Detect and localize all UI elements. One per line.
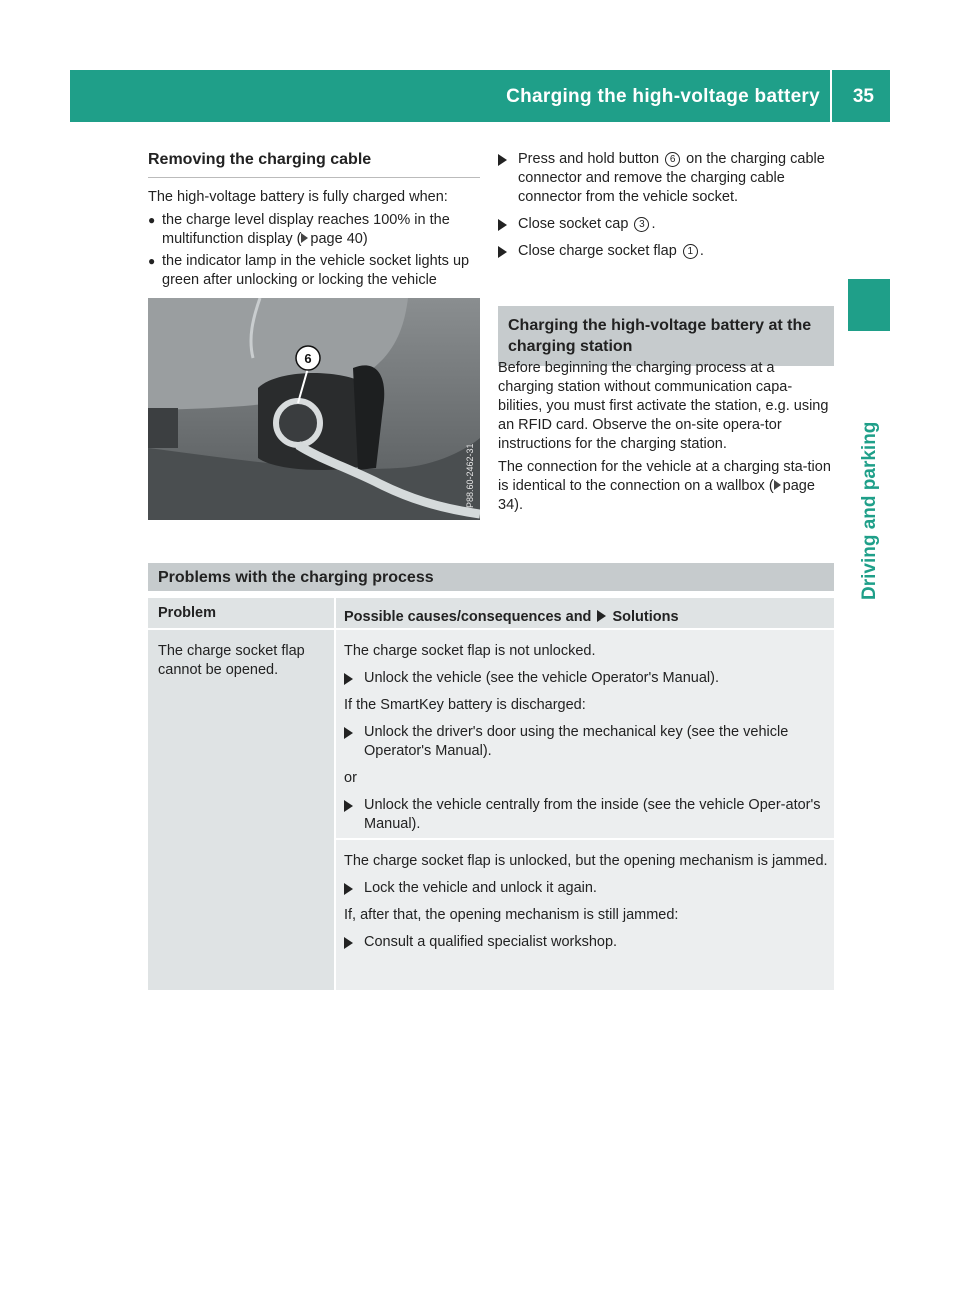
removing-section [148,150,480,293]
header-title: Charging the high-voltage battery [506,86,820,107]
problems-title: Problems with the charging process [148,563,834,591]
step-arrow-icon [344,673,353,685]
page-header [70,70,890,122]
photo-code: P88.60-2462-31 [465,443,475,508]
step-item: Close charge socket flap 1 . [498,242,834,261]
removing-title: Removing the charging cable [148,150,480,178]
step-item: Unlock the vehicle centrally from the inside (see the vehicle Oper-ator's Manual). [344,796,828,834]
step-arrow-icon [344,883,353,895]
page-number: 35 [852,86,874,107]
step-item: Unlock the vehicle (see the vehicle Operator's Manual). [344,669,828,688]
bullet-item: ● the charge level display reaches 100% in the multifunction display ( page 40) [148,212,450,247]
charging-socket-illustration [148,298,480,520]
col-solution-header: Possible causes/consequences and Solutions [336,598,834,628]
solution-cell: The charge socket flap is unlocked, but the opening mechanism is jammed. Lock the vehicle and unlock it again. If, after that, the opening mechanism is still jammed: Consult a qualified specialist workshop. [336,840,834,990]
step-arrow-icon [498,246,507,258]
problem-cell: The charge socket flap cannot be opened. [148,630,334,990]
step-item: Lock the vehicle and unlock it again. [344,879,828,898]
step-arrow-icon [597,610,606,622]
header-divider [830,70,832,122]
charging-station-p2: The connection for the vehicle at a charging sta-tion is identical to the connection on a wallbox ( page 34). [498,459,831,513]
chapter-tab [848,279,890,331]
solutions-column [336,630,834,990]
page-ref-icon [301,233,308,243]
bullet-dot: ● [148,254,156,268]
chapter-label-text: Driving and parking [859,421,880,600]
table-row [148,630,834,990]
step-item: Consult a qualified specialist workshop. [344,933,828,952]
chapter-label [850,340,890,600]
table-header [148,598,834,628]
step-item: Press and hold button 6 on the charging cable connector and remove the charging cable connector from the vehicle socket. [498,150,834,207]
page-ref-icon [774,480,781,490]
bullet-dot: ● [148,213,156,227]
step-arrow-icon [344,800,353,812]
charging-station-title: Charging the high-voltage battery at the charging station [498,306,834,366]
charging-socket-photo [148,298,480,520]
solution-cell: The charge socket flap is not unlocked. Unlock the vehicle (see the vehicle Operator's Manual). If the SmartKey battery is discharged: Unlock the driver's door using the mechanical key (see the vehicle Operator's Manual). or Unlock the vehicle centrally from the inside (see the vehicle Oper-ator's Manual). [336,630,834,838]
callout-number: 3 [634,217,649,232]
step-item: Close socket cap 3 . [498,215,834,234]
step-arrow-icon [344,727,353,739]
step-arrow-icon [498,154,507,166]
bullet-item: ● the indicator lamp in the vehicle socket lights up green after unlocking or locking the vehicle [148,253,470,288]
step-arrow-icon [498,219,507,231]
step-item: Unlock the driver's door using the mechanical key (see the vehicle Operator's Manual). [344,723,828,761]
charging-station-p1: Before beginning the charging process at a charging station without communication capa-bilities, you must first activate the station, e.g. using an RFID card. Observe the on-site opera-tor instructions for the charging station. [498,360,829,452]
problems-table [148,598,834,990]
removing-intro: The high-voltage battery is fully charged when: [148,189,448,205]
step-arrow-icon [344,937,353,949]
callout-number: 1 [683,244,698,259]
charging-station-body [498,359,834,519]
removing-steps [498,150,834,269]
page-ref-link[interactable]: page 40) [310,231,368,247]
callout-number: 6 [665,152,680,167]
photo-callout: 6 [304,351,312,366]
col-problem-header: Problem [148,598,334,628]
page-ref-link[interactable]: page 34). [498,478,815,513]
